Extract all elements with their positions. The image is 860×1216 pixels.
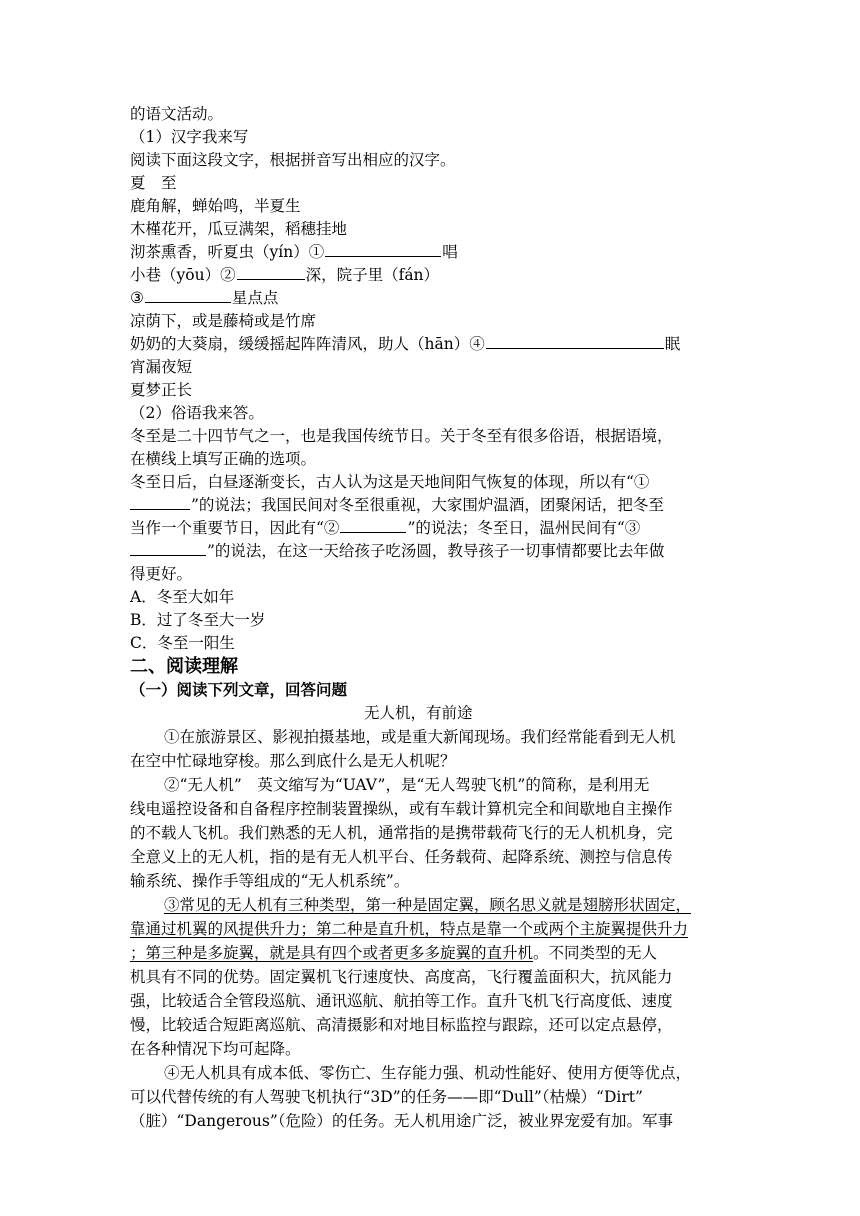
paragraph-text: 。不同类型的无人 bbox=[533, 944, 658, 962]
poem-title: 夏 至 bbox=[130, 174, 177, 192]
paragraph-line: ①在旅游景区、影视拍摄基地，或是重大新闻现场。我们经常能看到无人机 bbox=[164, 728, 676, 746]
question-1-title: （1）汉字我来写 bbox=[130, 128, 249, 146]
poem-line bbox=[130, 264, 439, 287]
option-b: B．过了冬至大一岁 bbox=[130, 611, 266, 629]
question-2-text bbox=[130, 540, 664, 563]
paragraph-line: ④无人机具有成本低、零伤亡、生存能力强、机动性能好、使用方便等优点， bbox=[164, 1064, 692, 1082]
poem-line bbox=[130, 241, 458, 264]
answer-blank-1[interactable] bbox=[325, 242, 441, 257]
paragraph-text: ”的说法；我国民间对冬至很重视，大家围炉温酒，团聚闲话，把冬至 bbox=[191, 496, 664, 514]
poem-text: 小巷（yōu）② bbox=[130, 266, 236, 284]
underlined-sentence: 靠通过机翼的风提供升力；第二种是直升机，特点是靠一个或两个主旋翼提供升力 bbox=[130, 920, 689, 938]
paragraph-line bbox=[130, 942, 657, 965]
poem-line bbox=[130, 333, 680, 356]
option-a: A．冬至大如年 bbox=[130, 588, 235, 606]
answer-blank-3[interactable] bbox=[145, 288, 231, 303]
poem-text: 眠 bbox=[664, 335, 681, 353]
poem-text: 唱 bbox=[442, 243, 458, 261]
poem-text: 深，院子里（fán） bbox=[305, 266, 440, 284]
poem-text: 沏茶熏香，听夏虫（yín）① bbox=[130, 243, 325, 261]
article-title: 无人机，有前途 bbox=[364, 704, 473, 722]
paragraph-text: ”的说法，在这一天给孩子吃汤圆，教导孩子一切事情都要比去年做 bbox=[207, 542, 665, 560]
answer-blank-q2-1[interactable] bbox=[130, 495, 190, 510]
answer-blank-q2-2[interactable] bbox=[340, 518, 406, 533]
poem-line: 鹿角解，蝉始鸣，半夏生 bbox=[130, 197, 301, 215]
poem-text: 星点点 bbox=[231, 289, 279, 307]
poem-text: ③ bbox=[130, 289, 144, 307]
answer-blank-4[interactable] bbox=[486, 334, 664, 349]
paragraph-line: ②“无人机” 英文缩写为“UAV”，是“无人驾驶飞机”的简称，是利用无 bbox=[164, 776, 650, 794]
question-2-title: （2）俗语我来答。 bbox=[130, 404, 264, 422]
question-2-text: 得更好。 bbox=[130, 565, 193, 583]
question-2-text: 冬至是二十四节气之一，也是我国传统节日。关于冬至有很多俗语，根据语境， bbox=[130, 427, 673, 445]
paragraph-line: 全意义上的无人机，指的是有无人机平台、任务载荷、起降系统、测控与信息传 bbox=[130, 848, 673, 866]
section-heading: 二、阅读理解 bbox=[130, 656, 238, 677]
question-2-text bbox=[130, 517, 640, 540]
poem-line: 宵漏夜短 bbox=[130, 358, 193, 376]
question-1-instruction: 阅读下面这段文字，根据拼音写出相应的汉字。 bbox=[130, 151, 456, 169]
answer-blank-2[interactable] bbox=[237, 265, 305, 280]
paragraph-text: ”的说法；冬至日，温州民间有“③ bbox=[407, 519, 641, 537]
paragraph-line: 慢，比较适合短距离巡航、高清摄影和对地目标监控与跟踪，还可以定点悬停， bbox=[130, 1016, 673, 1034]
paragraph-line: 在各种情况下均可起降。 bbox=[130, 1040, 301, 1058]
underlined-sentence: ；第三种是多旋翼，就是具有四个或者更多多旋翼的直升机 bbox=[130, 944, 534, 962]
question-2-text: 在横线上填写正确的选项。 bbox=[130, 450, 317, 468]
paragraph-line: 的不载人飞机。我们熟悉的无人机，通常指的是携带载荷飞行的无人机机身，完 bbox=[130, 824, 673, 842]
poem-line bbox=[130, 287, 278, 310]
subsection-heading: （一）阅读下列文章，回答问题 bbox=[130, 681, 348, 699]
question-2-text bbox=[130, 494, 664, 517]
underlined-sentence: ③常见的无人机有三种类型，第一种是固定翼，顾名思义就是翅膀形状固定， bbox=[164, 896, 692, 914]
answer-blank-q2-3[interactable] bbox=[130, 541, 206, 556]
poem-line: 夏梦正长 bbox=[130, 381, 193, 399]
paragraph-line: （脏）“Dangerous”（危险）的任务。无人机用途广泛，被业界宠爱有加。军事 bbox=[130, 1112, 674, 1130]
poem-line: 木槿花开，瓜豆满架，稻穗挂地 bbox=[130, 220, 348, 238]
paragraph-line: 在空中忙碌地穿梭。那么到底什么是无人机呢？ bbox=[130, 752, 456, 770]
poem-line: 凉荫下，或是藤椅或是竹席 bbox=[130, 312, 317, 330]
text-line: 的语文活动。 bbox=[130, 105, 224, 123]
poem-text: 奶奶的大葵扇，缓缓摇起阵阵清风，助人（hān）④ bbox=[130, 335, 485, 353]
paragraph-line: 机具有不同的优势。固定翼机飞行速度快、高度高，飞行覆盖面积大，抗风能力 bbox=[130, 968, 673, 986]
paragraph-line: 强，比较适合全管段巡航、通讯巡航、航拍等工作。直升飞机飞行高度低、速度 bbox=[130, 992, 673, 1010]
paragraph-line: 输系统、操作手等组成的“无人机系统”。 bbox=[130, 872, 410, 890]
paragraph-line: 可以代替传统的有人驾驶飞机执行“3D”的任务——即“Dull”（枯燥）“Dirt” bbox=[130, 1088, 643, 1106]
option-c: C．冬至一阳生 bbox=[130, 634, 235, 652]
question-2-text: 冬至日后，白昼逐渐变长，古人认为这是天地间阳气恢复的体现，所以有“① bbox=[130, 473, 650, 491]
paragraph-text: 当作一个重要节日，因此有“② bbox=[130, 519, 340, 537]
paragraph-line: 线电遥控设备和自备程序控制装置操纵，或有车载计算机完全和间歇地自主操作 bbox=[130, 800, 673, 818]
